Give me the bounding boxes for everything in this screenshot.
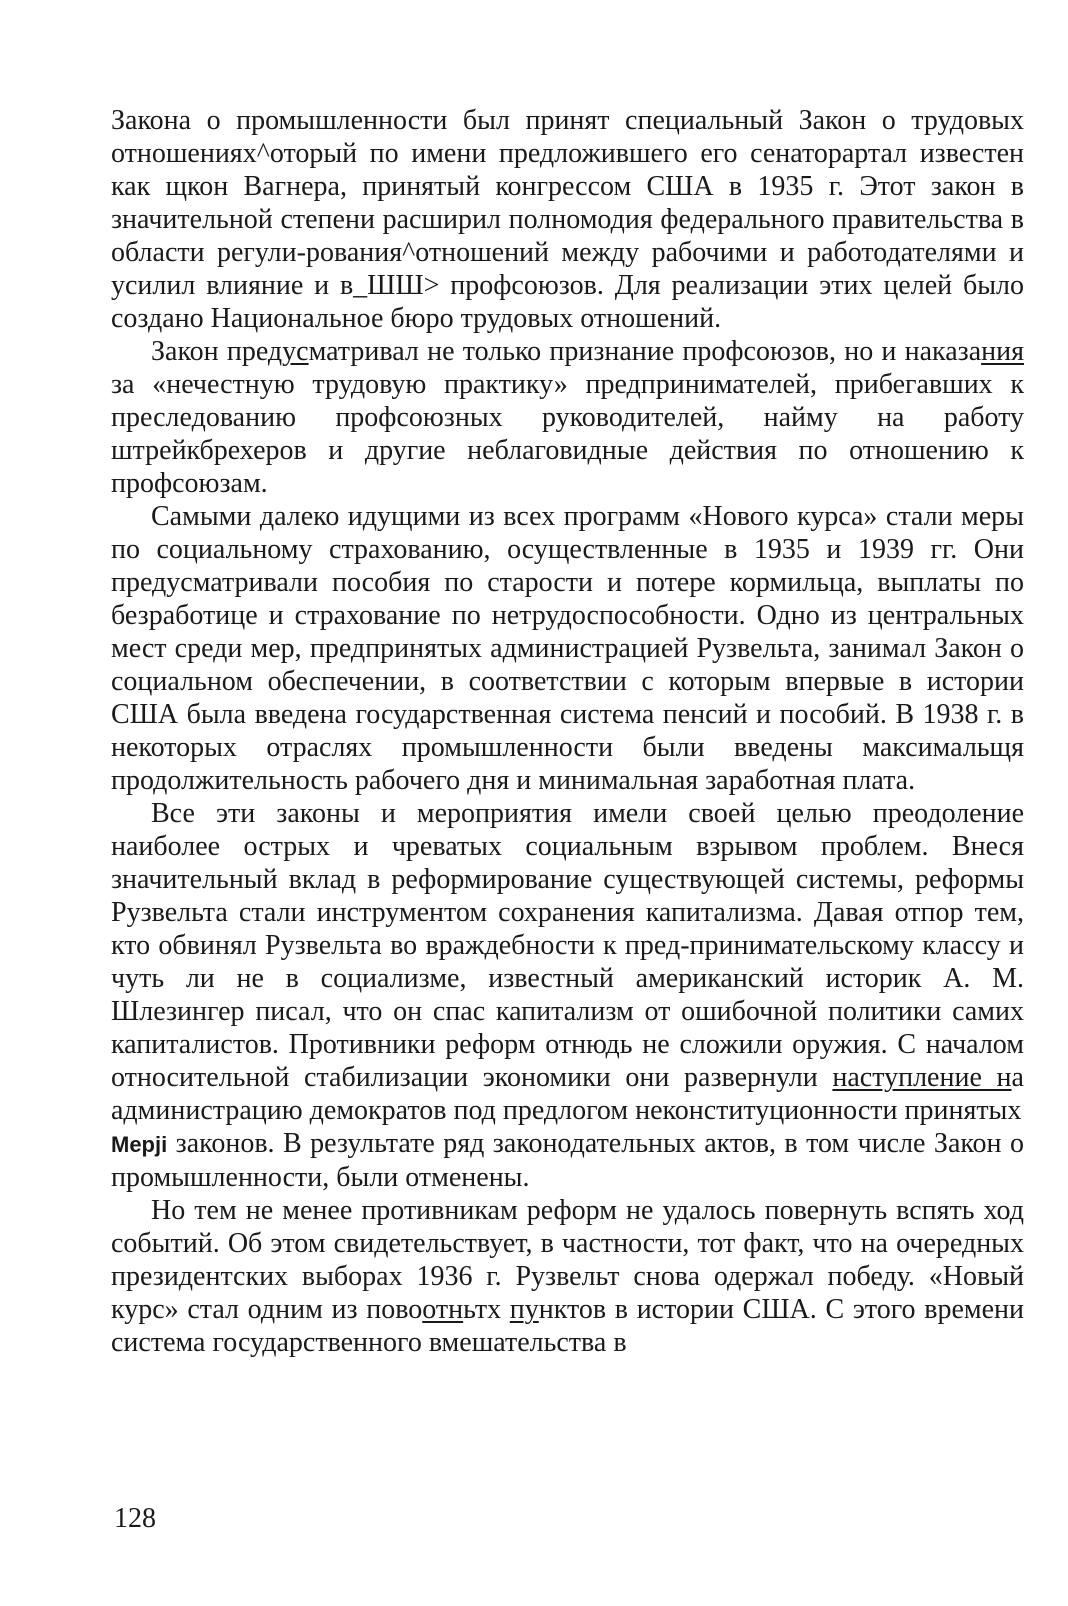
- paragraph: [111, 104, 1024, 335]
- underlined-text: ния: [981, 336, 1024, 367]
- text-segment: нктов в истории США. С этого времени система государственного вмешательства в: [111, 1294, 1024, 1358]
- underlined-text: отн: [422, 1294, 464, 1325]
- text-segment: Все эти законы и мероприятия имели своей целью преодоление наиболее острых и чреватых социальным взрывом проблем. Внеся значительный вклад в реформирование существующей системы, реформы Рузвельта стали инструментом сохранения капитализма. Давая отпор тем, кто обвинял Рузвельта во враждебности к пред-принимательскому классу и чуть ли не в социализме, известный американский историк А. М. Шлезингер писал, что он спас капитализм от ошибочной политики самих капиталистов. Противники реформ отнюдь не сложили оружия. С началом относительной стабилизации экономики они развернули: [111, 798, 1024, 1093]
- paragraph: [111, 335, 1024, 500]
- paragraph: [111, 1127, 1024, 1194]
- text-segment: Самыми далеко идущими из всех программ «Нового курса» стали меры по социальному страхованию, осуществленные в 1935 и 1939 гг. Они предусматривали пособия по старости и потере кормильца, выплаты по безработице и страхование по нетрудоспособности. Одно из центральных мест среди мер, предпринятых администрацией Рузвельта, занимал Закон о социальном обеспечении, в соответствии с которым впервые в истории США была введена государственная система пенсий и пособий. В 1938 г. в некоторых отраслях промышленности были введены максимальщя продолжительность рабочего дня и минимальная заработная плата.: [111, 501, 1024, 796]
- underlined-text: дус: [267, 336, 309, 367]
- underlined-text: наступление н: [832, 1062, 1012, 1093]
- paragraph: [111, 500, 1024, 797]
- paragraph: [111, 797, 1024, 1127]
- margin-mark: Mepji: [111, 1132, 168, 1157]
- text-segment: матривал не только признание профсоюзов, но и наказа: [308, 336, 982, 367]
- underlined-text: пу: [509, 1294, 539, 1325]
- text-segment: Закон пре: [151, 336, 268, 367]
- text-segment: Но тем не менее противникам реформ не удалось повернуть вспять ход событий. Об этом свидетельствует, в частности, тот факт, что на очередных президентских выборах 1936 г. Рузвельт снова одержал победу. «Новый курс» стал одним из пово: [111, 1195, 1024, 1325]
- text-segment: за «нечестную трудовую практику» предпринимателей, прибегавших к преследованию профсоюзных руководителей, найму на работу штрейкбрехеров и другие неблаговидные действия по отношению к профсоюзам.: [111, 369, 1024, 499]
- page-body: [111, 104, 1024, 1359]
- paragraph: [111, 1194, 1024, 1359]
- text-segment: законов. В результате ряд законодательных актов, в том числе Закон о промышленности, были отменены.: [111, 1128, 1024, 1193]
- text-segment: а администрацию демократов под предлогом неконституционности принятых: [111, 1062, 1024, 1126]
- text-segment: ьтх: [463, 1294, 510, 1325]
- text-segment: Закона о промышленности был принят специальный Закон о трудовых отношениях^оторый по имени предложившего его сенаторартал известен как щкон Вагнера, принятый конгрессом США в 1935 г. Этот закон в значительной степени расширил полномодия федерального правительства в области регули-рования^отношений между рабочими и работодателями и усилил влияние и в_ШШ> профсоюзов. Для реализации этих целей было создано Национальное бюро трудовых отношений.: [111, 105, 1024, 334]
- page-number: 128: [114, 1503, 156, 1534]
